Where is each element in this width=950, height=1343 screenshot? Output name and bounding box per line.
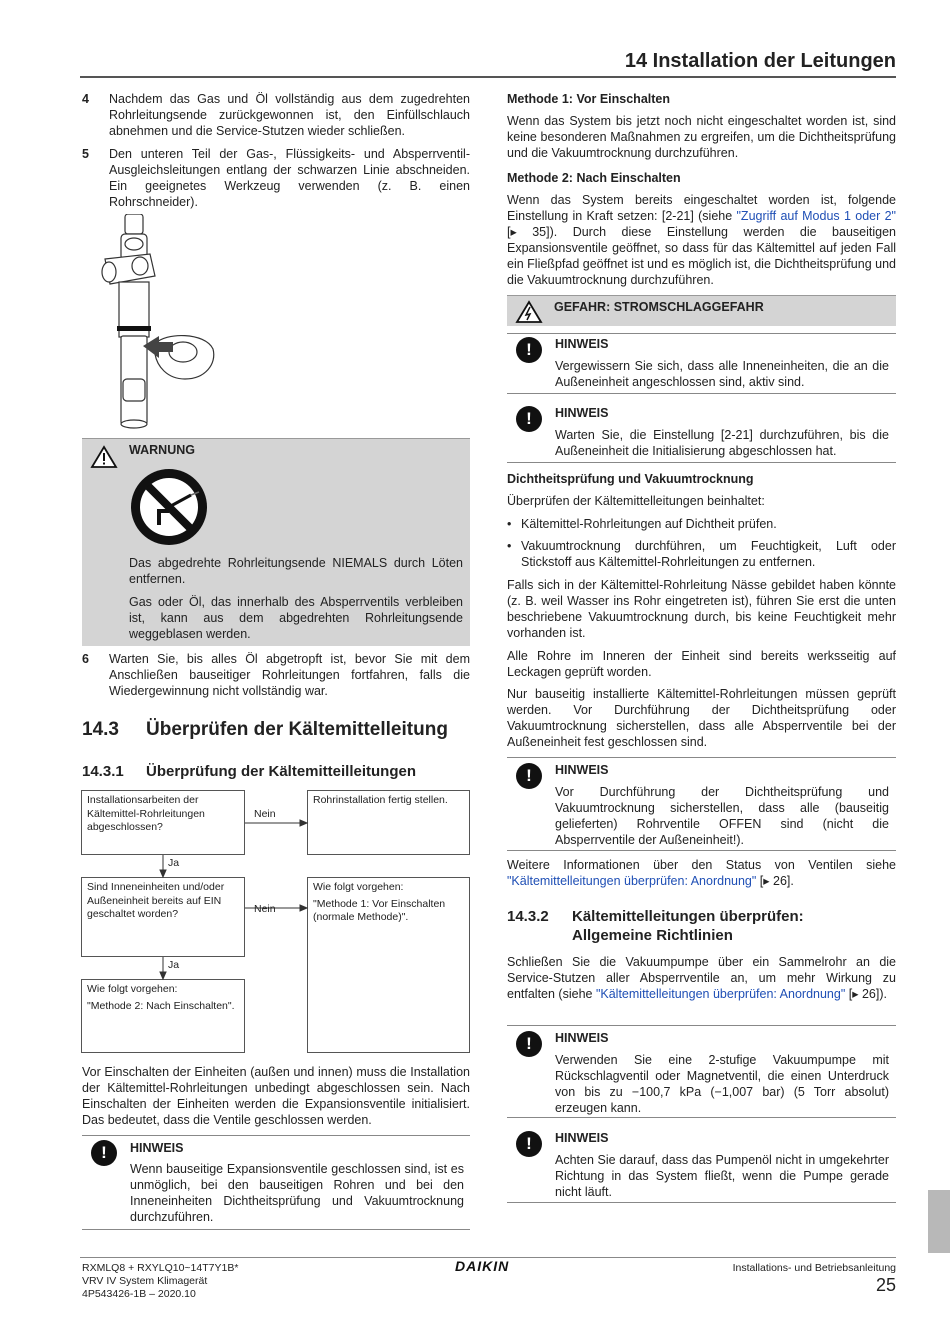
- section-number: 14.3: [82, 719, 119, 740]
- flow-box-units-on: Sind Inneneinheiten und/oder Außeneinheit bereits auf EIN geschaltet worden?: [81, 877, 245, 957]
- hinweis-text: Wenn bauseitige Expansionsventile geschlossen sind, ist es unmöglich, bei den bauseitigen Rohren und bei den Inneneinheiten Dichtheitsprüfung und Vakuumtrocknung durchzuführen.: [130, 1162, 464, 1224]
- hinweis-box: [507, 1025, 896, 1117]
- vacuum-pump-text: Schließen Sie die Vakuumpumpe über ein Sammelrohr an die Service-Stutzen aller Absperrventile an, um mehr Wirkung zu entfalten (siehe: [507, 955, 896, 1001]
- subsection-title-line-1: Kältemittelleitungen überprüfen:: [572, 908, 804, 925]
- hinweis-title: HINWEIS: [555, 337, 609, 351]
- step-text: Warten Sie, bis alles Öl abgetropft ist, bevor Sie mit dem Anschließen bauseitiger Rohrleitungen fortfahren, falls die Wiedergewinnung nicht vollständig war.: [109, 652, 470, 698]
- flow-box-finish-piping: Rohrinstallation fertig stellen.: [307, 790, 470, 855]
- flow-label-ja: Ja: [168, 857, 180, 869]
- footer-manual: Installations- und Betriebsanleitung: [732, 1262, 896, 1274]
- bullet-item: [507, 538, 896, 570]
- step-text: Den unteren Teil der Gas-, Flüssigkeits- und Absperrventil-Ausgleichsleitungen entlang der schwarzen Linie abschneiden. Ein geeignetes Werkzeug verwenden (z. B. einen Rohrschneider).: [109, 147, 470, 209]
- no-soldering-icon: [129, 467, 209, 547]
- step-text: Nachdem das Gas und Öl vollständig aus dem zugedrehten Rohrleitungsende zurückgewonnen ist, den Einfüllschlauch abnehmen und die Service-Stutzen wieder schließen.: [109, 92, 470, 138]
- hinweis-text: Warten Sie, die Einstellung [2-21] durchzuführen, bis die Außeneinheit die Initialisierung abgeschlossen hat.: [555, 428, 889, 458]
- paragraph-further-info: [507, 857, 896, 889]
- exclamation-icon: !: [516, 337, 542, 363]
- note-rule: [82, 1229, 470, 1230]
- paragraph-vacuum-pump: [507, 954, 896, 1002]
- exclamation-icon: !: [516, 406, 542, 432]
- note-rule: [507, 850, 896, 851]
- paragraph-before-power-on: Vor Einschalten der Einheiten (außen und innen) muss die Installation der Kältemittel-Rohrleitungen unbedingt abgeschlossen sein. Nach Einschalten der Einheiten werden die Expansionsventile initialisiert. Das bedeutet, dass die Ventile geschlossen werden.: [82, 1065, 470, 1127]
- step-number: 4: [82, 92, 89, 106]
- note-rule: [507, 1202, 896, 1203]
- hinweis-title: HINWEIS: [555, 763, 609, 777]
- step-number: 5: [82, 147, 89, 161]
- danger-title: GEFAHR: STROMSCHLAGGEFAHR: [554, 300, 764, 314]
- danger-box: [507, 295, 896, 326]
- page-number: 25: [875, 1275, 896, 1295]
- subsection-title-line-2: Allgemeine Richtlinien: [572, 927, 733, 944]
- page-header-title: 14 Installation der Leitungen: [624, 50, 896, 72]
- flow-box-installation-done: Installationsarbeiten der Kältemittel-Rohrleitungen abgeschlossen?: [81, 790, 245, 855]
- paragraph-field-piping: Nur bauseitig installierte Kältemittel-Rohrleitungen müssen geprüft werden. Vor Durchführung der Dichtheitsprüfung oder Vakuumtrocknung sicherstellen, dass alle Absperrventile bei der Außeneinheit fest geschlossen sind.: [507, 687, 896, 749]
- hinweis-box: [507, 400, 896, 462]
- method-2-title: Methode 2: Nach Einschalten: [507, 171, 681, 185]
- subsection-number: 14.3.1: [82, 763, 124, 780]
- hinweis-box: [82, 1135, 470, 1229]
- exclamation-icon: !: [516, 763, 542, 789]
- warning-text-2: Gas oder Öl, das innerhalb des Absperrventils verbleiben ist, kann aus dem abgedrehten Rohrleitungsende weggeblasen werden.: [129, 595, 463, 641]
- header-rule: [80, 76, 896, 78]
- step-number: 6: [82, 652, 89, 666]
- flow-method-1-intro: Wie folgt vorgehen:: [313, 881, 404, 893]
- hinweis-box: [507, 1125, 896, 1202]
- step-4: [82, 91, 470, 139]
- page-reference: [▸ 35]: [507, 225, 550, 239]
- link-zugriff-modus[interactable]: "Zugriff auf Modus 1 oder 2": [736, 209, 896, 223]
- method-2-text-part: Wenn das System bereits eingeschaltet worden ist, folgende Einstellung in Kraft setzen: [2-21] (siehe: [507, 193, 896, 223]
- exclamation-icon: !: [91, 1140, 117, 1166]
- flow-box-method-2: [81, 979, 245, 1053]
- link-anordnung[interactable]: "Kältemittelleitungen überprüfen: Anordnung": [595, 987, 846, 1001]
- warning-text-1: Das abgedrehte Rohrleitungsende NIEMALS durch Löten entfernen.: [129, 556, 463, 586]
- flow-label-nein: Nein: [254, 903, 276, 915]
- hinweis-box: [507, 331, 896, 393]
- leak-test-intro: Überprüfen der Kältemittelleitungen beinhaltet:: [507, 494, 765, 508]
- page-reference: [▸ 26]).: [845, 987, 887, 1001]
- warning-triangle-icon: [90, 445, 118, 469]
- valve-cutting-illustration: [95, 214, 220, 429]
- daikin-logo: DAIKIN: [455, 1258, 510, 1274]
- paragraph-moisture: Falls sich in der Kältemittel-Rohrleitung Nässe gebildet haben könnte (z. B. weil Wasser ins Rohr eingetreten ist), führen Sie erst die unten beschriebene Vakuumtrocknung durch, bis keine Feuchtigkeit mehr vorhanden ist.: [507, 578, 896, 640]
- exclamation-icon: !: [516, 1131, 542, 1157]
- method-1-title: Methode 1: Vor Einschalten: [507, 92, 670, 106]
- paragraph-factory-tested: Alle Rohre im Inneren der Einheit sind bereits werksseitig auf Leckagen geprüft worden.: [507, 649, 896, 679]
- further-info-text: Weitere Informationen über den Status von Ventilen siehe: [507, 858, 896, 872]
- warning-title: WARNUNG: [129, 443, 195, 457]
- hinweis-box: [507, 757, 896, 850]
- note-rule: [507, 393, 896, 394]
- flow-label-nein: Nein: [254, 808, 276, 820]
- hinweis-text: Vor Durchführung der Dichtheitsprüfung und Vakuumtrocknung sicherstellen, dass alle (bauseitig gelieferten) Rohrventile OFFEN sind (nicht die Absperrventile der Außeneinheit!).: [555, 785, 889, 847]
- footer-model: RXMLQ8 + RXYLQ10~14T7Y1B*: [82, 1262, 239, 1274]
- step-6: [82, 651, 470, 699]
- flow-method-2-intro: Wie folgt vorgehen:: [87, 983, 178, 995]
- bullet-text: Vakuumtrocknung durchführen, um Feuchtigkeit, Luft oder Stickstoff aus Kältemittel-Rohrleitungen zu entfernen.: [521, 539, 896, 569]
- note-rule: [507, 1117, 896, 1118]
- hinweis-text: Verwenden Sie eine 2-stufige Vakuumpumpe mit Rückschlagventil oder Magnetventil, die einen Unterdruck von bis zu −100,7 kPa (−1,007 bar) (5 Torr absolut) erzeugen kann.: [555, 1053, 889, 1115]
- bullet-marker: •: [507, 539, 512, 553]
- electric-shock-warning-icon: [515, 300, 543, 324]
- flow-method-2-name: "Methode 2: Nach Einschalten".: [87, 999, 235, 1012]
- hinweis-text: Achten Sie darauf, dass das Pumpenöl nicht in umgekehrter Richtung in das System fließt, wenn die Pumpe gerade nicht läuft.: [555, 1153, 889, 1199]
- step-5: [82, 146, 470, 210]
- flow-box-method-1: [307, 877, 470, 1053]
- subsection-number: 14.3.2: [507, 908, 549, 925]
- leak-test-title: Dichtheitsprüfung und Vakuumtrocknung: [507, 472, 754, 486]
- hinweis-title: HINWEIS: [130, 1141, 184, 1155]
- bullet-item: [507, 516, 896, 532]
- flow-label-ja: Ja: [168, 959, 180, 971]
- hinweis-title: HINWEIS: [555, 1031, 609, 1045]
- hinweis-title: HINWEIS: [555, 406, 609, 420]
- method-2-text: [507, 192, 896, 288]
- section-title: Überprüfen der Kältemittelleitung: [146, 719, 448, 740]
- warning-box: [82, 438, 470, 646]
- chapter-tab: [928, 1190, 950, 1253]
- footer-docnum: 4P543426-1B – 2020.10: [82, 1288, 196, 1300]
- link-anordnung[interactable]: "Kältemittelleitungen überprüfen: Anordnung": [507, 874, 757, 888]
- flow-method-1-name: "Methode 1: Vor Einschalten (normale Methode)".: [313, 897, 446, 923]
- note-rule: [507, 462, 896, 463]
- exclamation-icon: !: [516, 1031, 542, 1057]
- hinweis-text: Vergewissern Sie sich, dass alle Inneneinheiten, die an die Außeneinheit angeschlossen sind, aktiv sind.: [555, 359, 889, 389]
- bullet-marker: •: [507, 517, 512, 531]
- method-1-text: Wenn das System bis jetzt noch nicht eingeschaltet worden ist, sind keine besonderen Maßnahmen zu ergreifen, um die Dichtheitsprüfung und die Vakuumtrocknung durchzuführen.: [507, 114, 896, 160]
- hinweis-title: HINWEIS: [555, 1131, 609, 1145]
- page-reference: [▸ 26].: [756, 874, 794, 888]
- subsection-title: Überprüfung der Kältemitteilleitungen: [146, 763, 417, 780]
- bullet-text: Kältemittel-Rohrleitungen auf Dichtheit prüfen.: [521, 517, 777, 531]
- footer-product: VRV IV System Klimagerät: [82, 1275, 208, 1287]
- method-2-text-part: ). Durch diese Einstellung werden die bauseitigen Expansionsventile geöffnet, so dass für das Kältemittel auf jeden Fall ein Fließpfad geöffnet ist und es möglich ist, die Dichtheitsprüfung und die Vakuumtrocknung durchzuführen.: [507, 225, 896, 287]
- flowchart-arrows: [81, 790, 311, 985]
